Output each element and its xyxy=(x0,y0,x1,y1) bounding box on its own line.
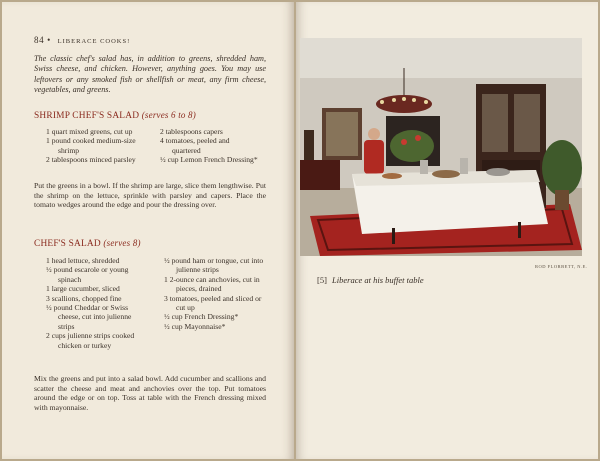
ingredient-item: 1 pound cooked medium-size shrimp xyxy=(46,136,136,155)
sideboard xyxy=(300,160,340,190)
caption-text: Liberace at his buffet table xyxy=(332,275,424,285)
ingredients-col-2 xyxy=(164,256,266,331)
silver-candelabra xyxy=(420,160,428,174)
ingredient-item: 3 scallions, chopped fine xyxy=(46,293,122,303)
floral-arrangement xyxy=(390,130,434,162)
running-head-separator: • xyxy=(47,35,54,45)
silver-tray xyxy=(486,168,510,176)
ingredient-item: 2 tablespoons minced parsley xyxy=(46,155,136,165)
candle-light xyxy=(392,98,396,102)
table-leg xyxy=(392,228,395,244)
cabinet-glass-left xyxy=(482,94,508,152)
ingredients-col-1 xyxy=(46,256,146,350)
ingredients-col-2 xyxy=(160,127,258,165)
page-number: 84 xyxy=(34,35,45,45)
person-red-jacket xyxy=(364,140,384,174)
running-head xyxy=(34,35,130,45)
recipe-serves: (serves 8) xyxy=(103,238,141,248)
table-leg xyxy=(518,222,521,238)
ceiling xyxy=(300,38,582,78)
ingredient-item: 3 tomatoes, peeled and sliced or cut up xyxy=(164,293,262,313)
ingredient-item: ½ cup French Dressing* xyxy=(164,312,239,322)
ingredient-item: 1 2-ounce can anchovies, cut in pieces, drained xyxy=(164,274,260,294)
flower xyxy=(401,139,407,145)
flower xyxy=(415,135,421,141)
candle-light xyxy=(402,97,406,101)
ingredients-col-1 xyxy=(46,127,144,165)
recipe-title-chefs-salad xyxy=(34,238,141,249)
photo-caption xyxy=(317,275,424,285)
potted-plant xyxy=(542,140,582,196)
ingredient-item: ½ cup Lemon French Dressing* xyxy=(160,155,258,165)
painting xyxy=(326,112,358,156)
photo-credit: ROD FLORBETT, N.E. xyxy=(535,264,588,269)
recipe-serves: (serves 6 to 8) xyxy=(141,110,196,120)
caption-number: [5] xyxy=(317,275,327,285)
ingredient-item: 2 cups julienne strips cooked chicken or turkey xyxy=(46,331,135,350)
ingredient-item: 1 quart mixed greens, cut up xyxy=(46,127,133,136)
recipe-title-text: CHEF'S SALAD xyxy=(34,239,101,249)
plant-pot xyxy=(555,190,569,210)
buffet-room-illustration xyxy=(300,38,582,256)
method-paragraph: Mix the greens and put into a salad bowl. Add cucumber and scallions and scatter the cheese and meat and anchovies over the top. Put tomatoes around the edge or on top. Toss at table with the French dressing mixed with mayonnaise. xyxy=(34,374,266,412)
ingredient-item: 1 large cucumber, sliced xyxy=(46,284,120,294)
photo-liberace-buffet xyxy=(300,38,582,256)
ingredient-item: 2 tablespoons capers xyxy=(160,127,223,136)
silver-candelabra xyxy=(460,158,468,174)
ingredient-item: ½ pound escarole or young spinach xyxy=(46,265,129,284)
running-title: LIBERACE COOKS! xyxy=(57,38,131,45)
intro-paragraph: The classic chef's salad has, in addition to greens, shredded ham, Swiss cheese, and chicken. However, anything goes. You may use leftovers or any smoked fish or shellfish or meat, any firm cheese, vegetables, and greens. xyxy=(34,54,266,95)
person-head xyxy=(368,128,380,140)
ingredient-item: ½ pound ham or tongue, cut into julienne strips xyxy=(164,256,264,275)
recipe-title-shrimp-chefs-salad xyxy=(34,110,196,121)
ingredient-item: 1 head lettuce, shredded xyxy=(46,256,120,265)
ingredient-item: ½ cup Mayonnaise* xyxy=(164,321,226,331)
ingredient-item: ½ pound Cheddar or Swiss cheese, cut into julienne strips xyxy=(46,303,132,331)
recipe-title-text: SHRIMP CHEF'S SALAD xyxy=(34,111,140,121)
food-platter xyxy=(432,170,460,178)
ingredient-item: 4 tomatoes, peeled and quartered xyxy=(160,136,230,155)
candle-light xyxy=(424,100,428,104)
method-paragraph: Put the greens in a bowl. If the shrimp are large, slice them lengthwise. Put the shrimp on the lettuce, sprinkle with parsley and capers. Place the tomato wedges around the edge and pour the dressing over. xyxy=(34,181,266,210)
candle-light xyxy=(380,100,384,104)
cabinet-glass-right xyxy=(514,94,540,152)
food-platter xyxy=(382,173,402,179)
candle-light xyxy=(412,98,416,102)
